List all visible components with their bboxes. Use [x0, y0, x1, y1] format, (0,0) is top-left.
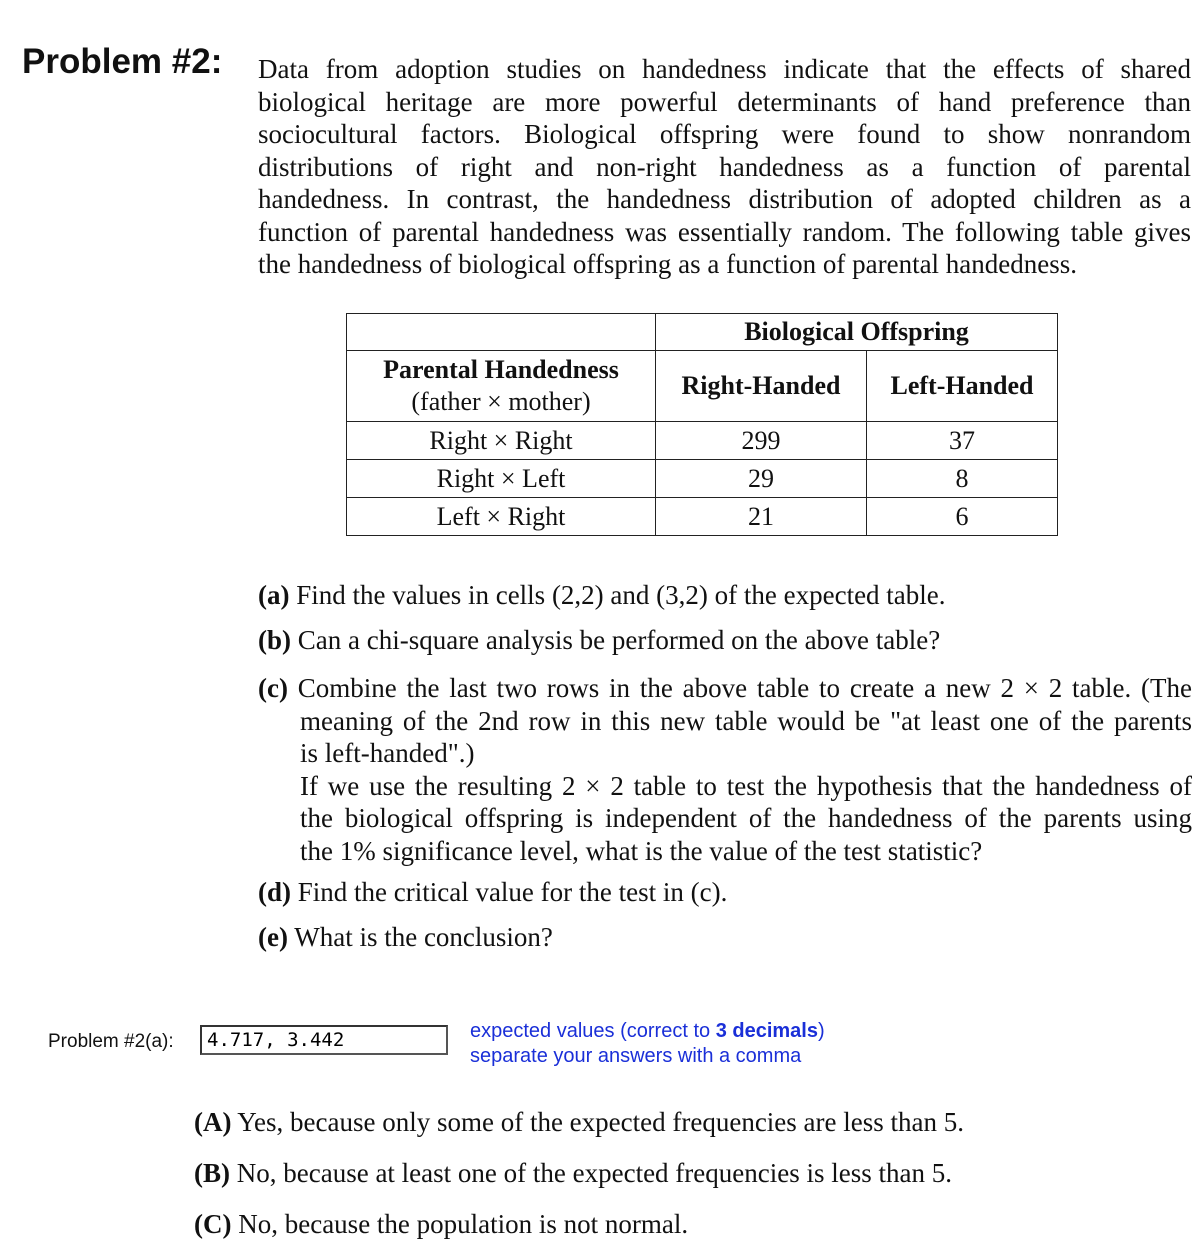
cell-value: 299	[656, 422, 867, 460]
table-row	[347, 498, 1058, 536]
option-text: No, because at least one of the expected frequencies is less than 5.	[236, 1158, 952, 1188]
option-tag: (C)	[194, 1209, 232, 1239]
part-a	[258, 580, 946, 611]
part-tag: (a)	[258, 580, 290, 610]
row-label: Right × Left	[347, 460, 656, 498]
answer-label: Problem #2(a):	[48, 1031, 174, 1052]
option-tag: (B)	[194, 1158, 230, 1188]
part-tag: (c)	[258, 673, 288, 703]
table-corner-cell	[347, 314, 656, 351]
problem-label: Problem #2:	[22, 42, 223, 81]
row-header-title: Parental Handedness	[383, 355, 619, 384]
intro-line: sociocultural factors. Biological offspring were found to show nonrandom	[258, 119, 1191, 149]
part-text: Find the critical value for the test in (c).	[297, 877, 728, 907]
option-text: No, because the population is not normal.	[238, 1209, 689, 1239]
part-tag: (d)	[258, 877, 291, 907]
part-e	[258, 922, 553, 953]
intro-line: distributions of right and non-right handedness as a function of parental	[258, 151, 1191, 182]
col-header-right: Right-Handed	[656, 351, 867, 422]
cell-value: 6	[867, 498, 1058, 536]
table-row	[347, 460, 1058, 498]
group-header: Biological Offspring	[656, 314, 1058, 351]
part-text: What is the conclusion?	[294, 922, 553, 952]
problem-intro	[258, 53, 1191, 281]
row-label: Left × Right	[347, 498, 656, 536]
option-b[interactable]	[194, 1158, 952, 1189]
option-a[interactable]	[194, 1107, 964, 1138]
row-header-cell	[347, 351, 656, 422]
part-tag: (e)	[258, 922, 288, 952]
part-c-line: the biological offspring is independent of the handedness of the parents using	[300, 803, 1192, 833]
answer-input[interactable]	[200, 1025, 448, 1055]
part-text: Find the values in cells (2,2) and (3,2) of the expected table.	[296, 580, 946, 610]
answer-hint	[470, 1019, 825, 1069]
hint-line-1: expected values (correct to 3 decimals)	[470, 1020, 825, 1042]
col-header-left: Left-Handed	[867, 351, 1058, 422]
intro-line: function of parental handedness was essentially random. The following table gives	[258, 216, 1191, 247]
row-label: Right × Right	[347, 422, 656, 460]
intro-line: the handedness of biological offspring as a function of parental handedness.	[258, 249, 1078, 279]
option-c[interactable]	[194, 1209, 688, 1240]
cell-value: 29	[656, 460, 867, 498]
part-d	[258, 877, 727, 908]
cell-value: 37	[867, 422, 1058, 460]
part-tag: (b)	[258, 625, 291, 655]
intro-line: handedness. In contrast, the handedness distribution of adopted children as a	[258, 184, 1191, 214]
option-text: Yes, because only some of the expected frequencies are less than 5.	[237, 1107, 964, 1137]
cell-value: 21	[656, 498, 867, 536]
hint-line-2: separate your answers with a comma	[470, 1045, 802, 1067]
part-c-line: meaning of the 2nd row in this new table would be "at least one of the parents	[300, 705, 1192, 736]
option-tag: (A)	[194, 1107, 232, 1137]
part-c-line: If we use the resulting 2 × 2 table to test the hypothesis that the handedness of	[300, 770, 1192, 801]
part-c-line: the 1% significance level, what is the value of the test statistic?	[300, 835, 983, 866]
part-b	[258, 625, 940, 656]
part-text: Can a chi-square analysis be performed on the above table?	[297, 625, 941, 655]
handedness-table	[346, 313, 1058, 536]
part-c	[258, 672, 1192, 867]
part-c-line: is left-handed".)	[300, 738, 475, 768]
intro-line: Data from adoption studies on handedness indicate that the effects of shared	[258, 54, 1191, 84]
row-header-sub: (father × mother)	[411, 387, 591, 416]
part-text: Combine the last two rows in the above table to create a new 2 × 2 table. (The	[297, 673, 1193, 703]
part-c-line	[258, 672, 1192, 705]
intro-line: biological heritage are more powerful determinants of hand preference than	[258, 86, 1191, 117]
table-row	[347, 422, 1058, 460]
cell-value: 8	[867, 460, 1058, 498]
